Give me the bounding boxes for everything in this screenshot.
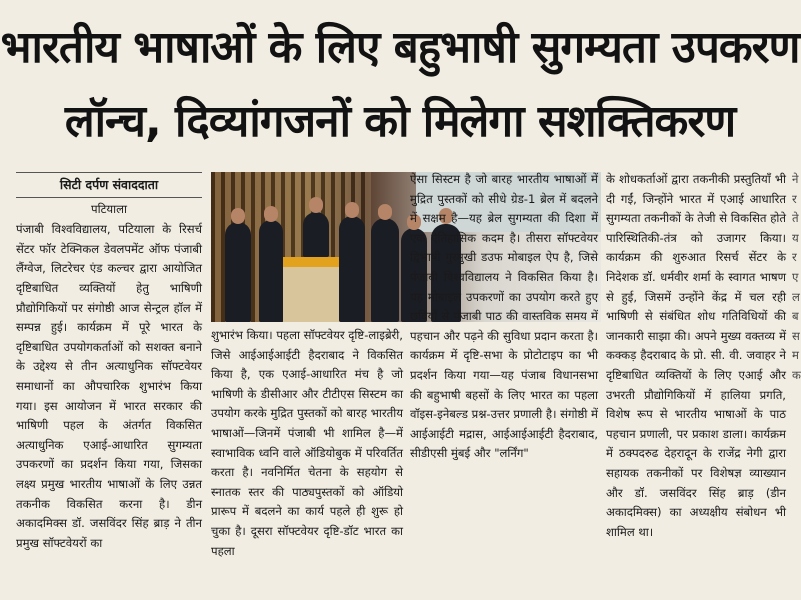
photo-person-head [231, 208, 245, 224]
article-column-2 [211, 326, 403, 600]
column-3-text: ऐसा सिस्टम है जो बारह भारतीय भाषाओं में मुद्रित पुस्तकों को सीधे ग्रेड-1 ब्रेल में बदलने में सक्षम है—यह ब्रेल सुगम्यता की दिशा में एक ऐतिहासिक कदम है। तीसरा सॉफ्टवेयर द्विभाषी गुरमुखी डउफ मोबाइल ऐप है, जिसे पंजाबी विश्वविद्यालय ने विकसित किया है। यह मोबाइल उपकरणों का उपयोग करते हुए छवियों से पंजाबी पाठ की वास्तविक समय में पहचान और पढ़ने की सुविधा प्रदान करता है। कार्यक्रम में दृष्टि-सभा के प्रोटोटाइप का भी प्रदर्शन किया गया—यह पंजाब विधानसभा की बहुभाषी बहसों के लिए भारत का पहला वॉइस-इनेबल्ड प्रश्न-उत्तर प्रणाली है। संगोष्ठी में आईआईटी मद्रास, आईआईआईटी हैदराबाद, सीडीएसी मुंबई और "लर्निंग" [410, 172, 598, 461]
column-1-text: पंजाबी विश्वविद्यालय, पटियाला के रिसर्च सेंटर फॉर टेक्निकल डेवलपमेंट ऑफ पंजाबी लैंग्वेज, लिटरेचर एंड कल्चर द्वारा आयोजित दृष्टिबाधित व्यक्तियों हेतु भाषिणी प्रौद्योगिकियों पर संगोष्ठी आज सेन्ट्रल हॉल में सम्पन्न हुई। कार्यक्रम में पूरे भारत के दृष्टिबाधित उपयोगकर्ताओं को सशक्त बनाने के उद्देश्य से तीन अत्याधुनिक सॉफ्टवेयर समाधानों का औपचारिक शुभारंभ किया गया। इस आयोजन में भारत सरकार की भाषिणी पहल के अंतर्गत विकसित अत्याधुनिक एआई-आधारित सुगम्यता उपकरणों का प्रदर्शन किया गया, जिसका लक्ष्य प्रमुख भारतीय भाषाओं के लिए उन्नत तकनीक विकसित करना है। डीन अकादमिक्स डॉ. जसविंदर सिंह ब्राड़ ने तीन प्रमुख सॉफ्टवेयरों का [16, 222, 202, 550]
article-column-5-cropped [792, 170, 800, 600]
photo-person [225, 222, 251, 322]
headline [0, 0, 800, 168]
photo-person [339, 216, 365, 322]
byline: सिटी दर्पण संवाददाता [16, 172, 202, 198]
article-column-4 [606, 170, 786, 600]
article-column-1 [16, 170, 202, 600]
headline-line-1: भारतीय भाषाओं के लिए बहुभाषी सुगम्यता उपकरण [0, 22, 800, 73]
headline-line-2: लॉन्च, दिव्यांगजनों को मिलेगा सशक्तिकरण [64, 96, 736, 147]
article-column-3 [410, 170, 598, 600]
photo-person [259, 220, 283, 322]
column-2-text: शुभारंभ किया। पहला सॉफ्टवेयर दृष्टि-लाइब्रेरी, जिसे आईआईआईटी हैदराबाद ने विकसित किया है, एक एआई-आधारित मंच है जो भाषिणी के डीसीआर और टीटीएस सिस्टम का उपयोग करके मुद्रित पुस्तकों को बारह भारतीय भाषाओं—जिनमें पंजाबी भी शामिल है—में स्वाभाविक ध्वनि वाले ऑडियोबुक में परिवर्तित करता है। नवनिर्मित चेतना के सहयोग से स्नातक स्तर की पाठ्यपुस्तकों को ऑडियो प्रारूप में बदलने का कार्य पहले ही शुरू हो चुका है। दूसरा सॉफ्टवेयर दृष्टि-डॉट भारत का पहला [211, 328, 403, 558]
photo-person-head [264, 206, 278, 222]
photo-person-head [378, 204, 392, 220]
dateline: पटियाला [90, 201, 128, 216]
photo-person [303, 212, 329, 257]
photo-person-head [309, 197, 323, 213]
column-4-text: के शोधकर्ताओं द्वारा तकनीकी प्रस्तुतियाँ भी दी गईं, जिन्होंने भारत में एआई आधारित सुगम्यता तकनीकों के तेजी से विकसित होते पारिस्थितिकी-तंत्र को उजागर किया। कार्यक्रम की शुरुआत रिसर्च सेंटर के निदेशक डॉ. धर्मवीर शर्मा के स्वागत भाषण से हुई, जिसमें उन्होंने केंद्र में चल रही भाषिणी से संबंधित शोध गतिविधियों की जानकारी साझा की। अपने मुख्य वक्तव्य में कक्कड़ हैदराबाद के प्रो. सी. वी. जवाहर ने दृष्टिबाधित व्यक्तियों के लिए एआई और उभरती प्रौद्योगिकियों में हालिया प्रगति, विशेष रूप से भारतीय भाषाओं के पाठ पहचान प्रणाली, पर प्रकाश डाला। कार्यक्रम में ठक्पदरुढ देहरादून के राजेंद्र नेगी द्वारा सहायक तकनीकों पर विशेषज्ञ व्याख्यान और डॉ. जसविंदर सिंह ब्राड़ (डीन अकादमिक्स) का अध्यक्षीय संबोधन भी शामिल था। [606, 172, 786, 539]
photo-person [371, 218, 399, 322]
column-5-text: ने र ते य र ए ल ब स म क [792, 172, 801, 382]
photo-person-head [345, 202, 359, 218]
